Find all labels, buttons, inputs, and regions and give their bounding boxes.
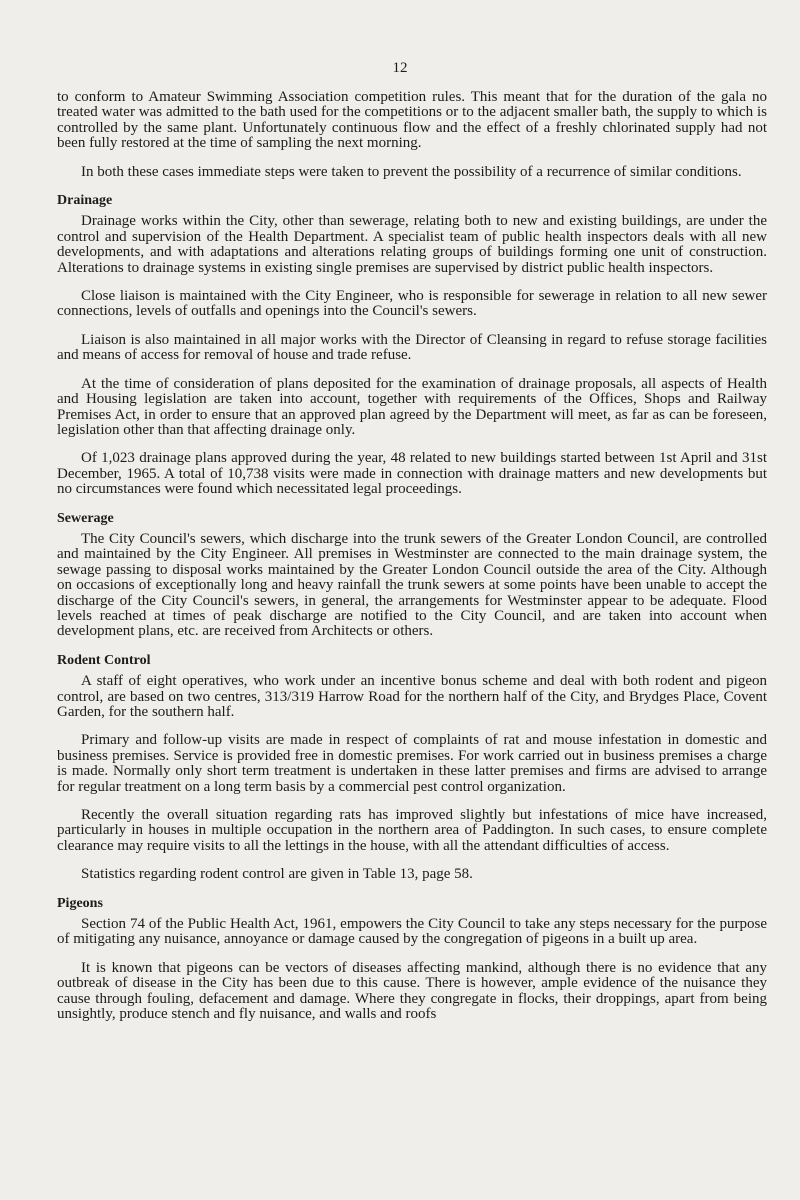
- section-sewerage: [57, 511, 767, 640]
- paragraph: It is known that pigeons can be vectors of diseases affecting mankind, although there is no evidence that any outbreak of disease in the City has been due to this cause. There is however, ample evidence of the nuisance they cause through fouling, defacement and damage. Where they congregate in flocks, their droppings, apart from being unsightly, produce stench and fly nuisance, and walls and roofs: [57, 959, 767, 1023]
- section-heading: Sewerage: [57, 510, 114, 526]
- paragraph: The City Council's sewers, which discharge into the trunk sewers of the Greater London Council, are controlled and maintained by the City Engineer. All premises in Westminster are connected to the main drainage system, the sewage passing to disposal works maintained by the Greater London Council outside the area of the City. Although on occasions of exceptionally long and heavy rainfall the trunk sewers at some points have been unable to accept the discharge of the City Council's sewers, in general, the arrangements for Westminster appear to be adequate. Flood levels reached at times of peak discharge are notified to the City Council, and are taken into account when development plans, etc. are received from Architects or others.: [57, 530, 767, 640]
- paragraph: to conform to Amateur Swimming Association competition rules. This meant that for the duration of the gala no treated water was admitted to the bath used for the competitions or to the adjacent smaller bath, the supply to which is controlled by the same plant. Unfortunately continuous flow and the effect of a freshly chlorinated supply had not been fully restored at the time of sampling the next morning.: [57, 89, 767, 152]
- paragraph: Primary and follow-up visits are made in respect of complaints of rat and mouse infestation in domestic and business premises. Service is provided free in domestic premises. For work carried out in business premises a charge is made. Normally only short term treatment is undertaken in these latter premises and firms are advised to arrange for regular treatment on a long term basis by a commercial pest control organization.: [57, 732, 767, 795]
- paragraph: A staff of eight operatives, who work under an incentive bonus scheme and deal with both rodent and pigeon control, are based on two centres, 313/319 Harrow Road for the northern half of the City, and Brydges Place, Covent Garden, for the southern half.: [57, 673, 767, 720]
- paragraph: At the time of consideration of plans deposited for the examination of drainage proposals, all aspects of Health and Housing legislation are taken into account, together with requirements of the Offices, Shops and Railway Premises Act, in order to ensure that an approved plan agreed by the Department will meet, as far as can be foreseen, legislation other than that affecting drainage only.: [57, 375, 767, 438]
- section-heading: Rodent Control: [57, 652, 151, 668]
- section-heading: Drainage: [57, 193, 113, 209]
- section-heading: Pigeons: [57, 895, 103, 911]
- page-number: 12: [392, 60, 408, 76]
- section-drainage: [57, 193, 767, 498]
- document-body: [57, 90, 767, 1023]
- paragraph: Statistics regarding rodent control are given in Table 13, page 58.: [81, 866, 473, 883]
- paragraph: Section 74 of the Public Health Act, 1961, empowers the City Council to take any steps necessary for the purpose of mitigating any nuisance, annoyance or damage caused by the congregation of pigeons in a built up area.: [57, 916, 767, 948]
- paragraph: Recently the overall situation regarding rats has improved slightly but infestations of mice have increased, particularly in houses in multiple occupation in the northern area of Paddington. In such cases, to ensure complete clearance may require visits to all the lettings in the house, with all the attendant difficulties of access.: [57, 807, 767, 854]
- section-rodent-control: [57, 653, 767, 883]
- paragraph: Of 1,023 drainage plans approved during the year, 48 related to new buildings started between 1st April and 31st December, 1965. A total of 10,738 visits were made in connection with drainage matters and new developments but no circumstances were found which necessitated legal proceedings.: [57, 450, 767, 498]
- paragraph: In both these cases immediate steps were taken to prevent the possibility of a recurrence of similar conditions.: [81, 163, 742, 180]
- paragraph: Liaison is also maintained in all major works with the Director of Cleansing in regard to refuse storage facilities and means of access for removal of house and trade refuse.: [57, 331, 767, 364]
- section-pigeons: [57, 896, 767, 1023]
- section-intro: [57, 90, 767, 180]
- paragraph: Drainage works within the City, other than sewerage, relating both to new and existing buildings, are under the control and supervision of the Health Department. A specialist team of public health inspectors deals with all new developments, and with adaptations and alterations relating groups of buildings forming one unit of construction. Alterations to drainage systems in existing single premises are supervised by district public health inspectors.: [57, 213, 767, 276]
- paragraph: Close liaison is maintained with the City Engineer, who is responsible for sewerage in relation to all new sewer connections, levels of outfalls and openings into the Council's sewers.: [57, 288, 767, 320]
